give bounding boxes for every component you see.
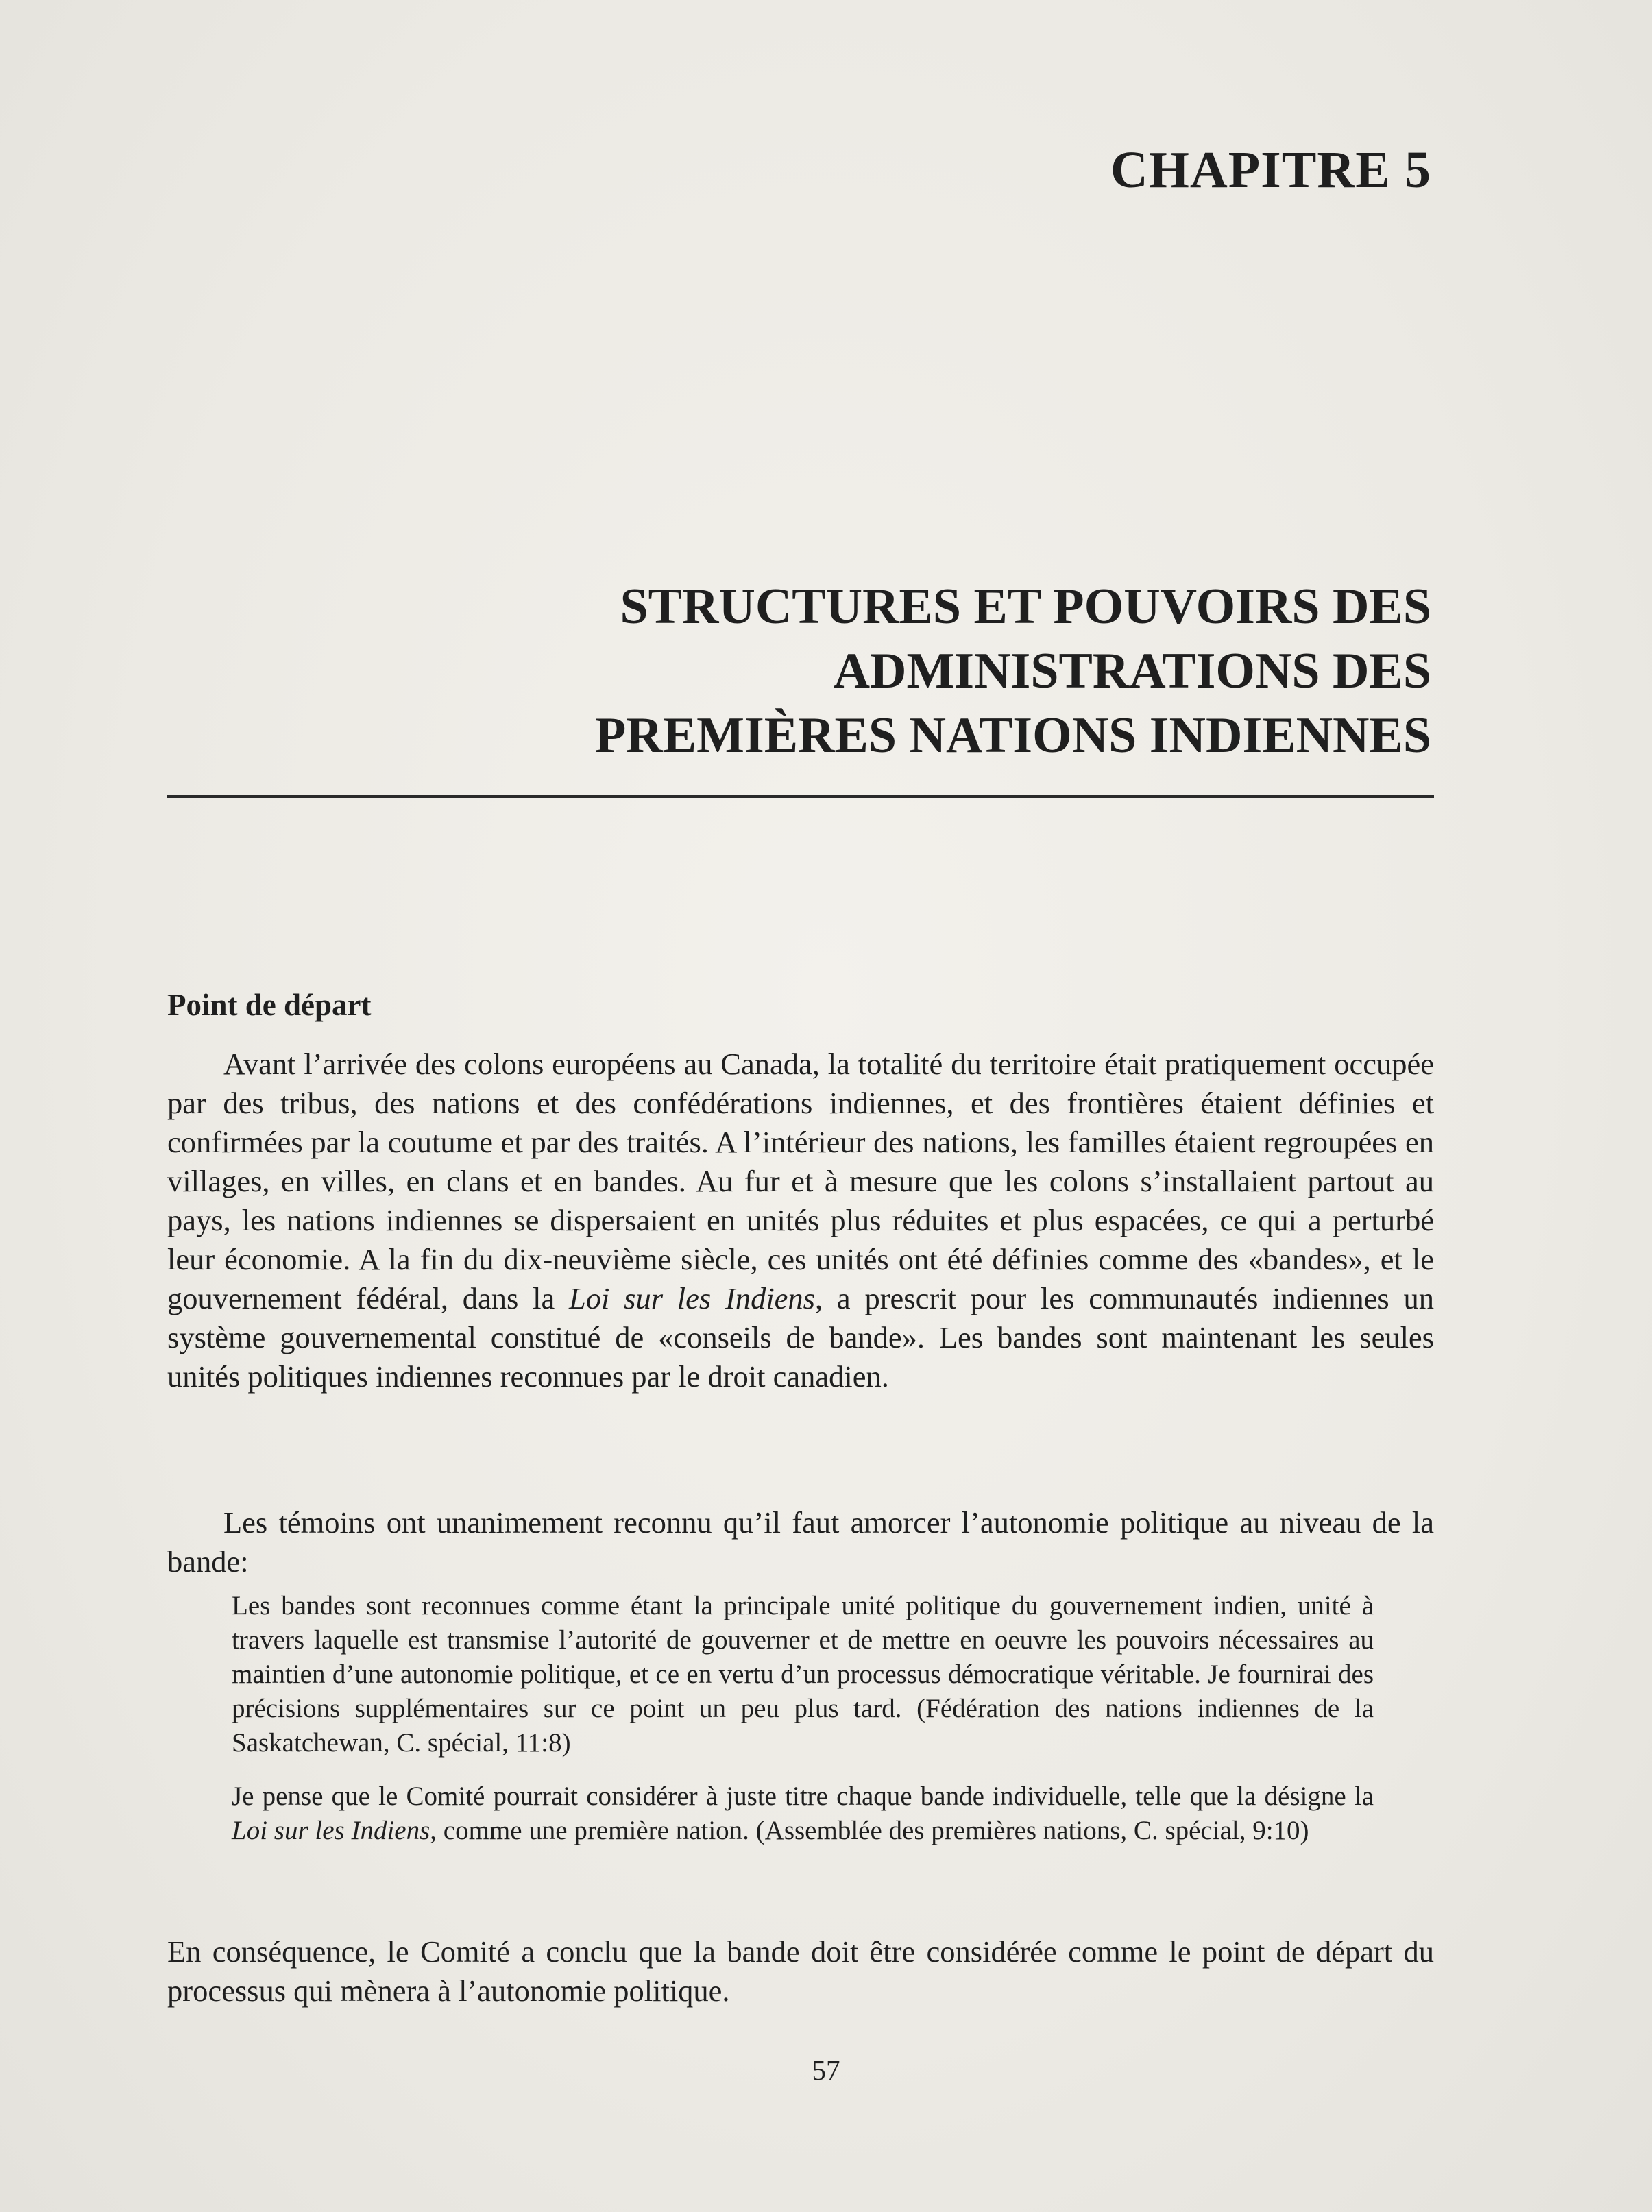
quote-2-italic: Loi sur les Indiens	[232, 1816, 430, 1845]
quote-2-text-a: Je pense que le Comité pourrait considérer à juste titre chaque bande individuelle, telle que la désigne la	[232, 1782, 1374, 1811]
section-heading: Point de départ	[167, 988, 372, 1022]
title-divider	[167, 795, 1434, 798]
paragraph-1-italic: Loi sur les Indiens	[568, 1281, 816, 1315]
paragraph-1-text-a: Avant l’arrivée des colons européens au Canada, la totalité du territoire était pratiquement occupée par des tribus, des nations et des confédérations indiennes, et des frontières étaient définies et confirmées par la coutume et par des traités. A l’intérieur des nations, les familles étaient regroupées en villages, en villes, en clans et en bandes. Au fur et à mesure que les colons s’installaient partout au pays, les nations indiennes se dispersaient en unités plus réduites et plus espacées, ce qui a perturbé leur économie. A la fin du dix-neuvième siècle, ces unités ont été définies comme des «bandes», et le gouvernement fédéral, dans la	[167, 1047, 1434, 1315]
chapter-title	[129, 574, 1431, 768]
chapter-title-line-1: STRUCTURES ET POUVOIRS DES	[620, 579, 1431, 635]
quote-2-text-b: , comme une première nation. (Assemblée des premières nations, C. spécial, 9:10)	[430, 1816, 1309, 1845]
block-quote-2	[232, 1779, 1374, 1848]
paragraph-2-text: Les témoins ont unanimement reconnu qu’il faut amorcer l’autonomie politique au niveau de la bande:	[167, 1505, 1434, 1579]
chapter-label: CHAPITRE 5	[1110, 141, 1431, 199]
paragraph-3: En conséquence, le Comité a conclu que la bande doit être considérée comme le point de départ du processus qui mènera à l’autonomie politique.	[167, 1934, 1434, 2008]
paragraph-1	[167, 1045, 1434, 1396]
page-number: 57	[812, 2054, 840, 2086]
paragraph-1-text-b: , a prescrit pour les communautés indiennes un système gouvernemental constitué de «conseils de bande». Les bandes sont maintenant les seules unités politiques indiennes reconnues par le droit canadien.	[167, 1281, 1434, 1394]
chapter-title-line-3: PREMIÈRES NATIONS INDIENNES	[595, 707, 1431, 764]
block-quote-1: Les bandes sont reconnues comme étant la principale unité politique du gouvernement indien, unité à travers laquelle est transmise l’autorité de gouverner et de mettre en oeuvre les pouvoirs nécessaires au maintien d’une autonomie politique, et ce en vertu d’un processus démocratique véritable. Je fournirai des précisions supplémentaires sur ce point un peu plus tard. (Fédération des nations indiennes de la Saskatchewan, C. spécial, 11:8)	[232, 1591, 1374, 1758]
paragraph-2	[167, 1503, 1434, 1581]
chapter-title-line-2: ADMINISTRATIONS DES	[833, 643, 1431, 699]
